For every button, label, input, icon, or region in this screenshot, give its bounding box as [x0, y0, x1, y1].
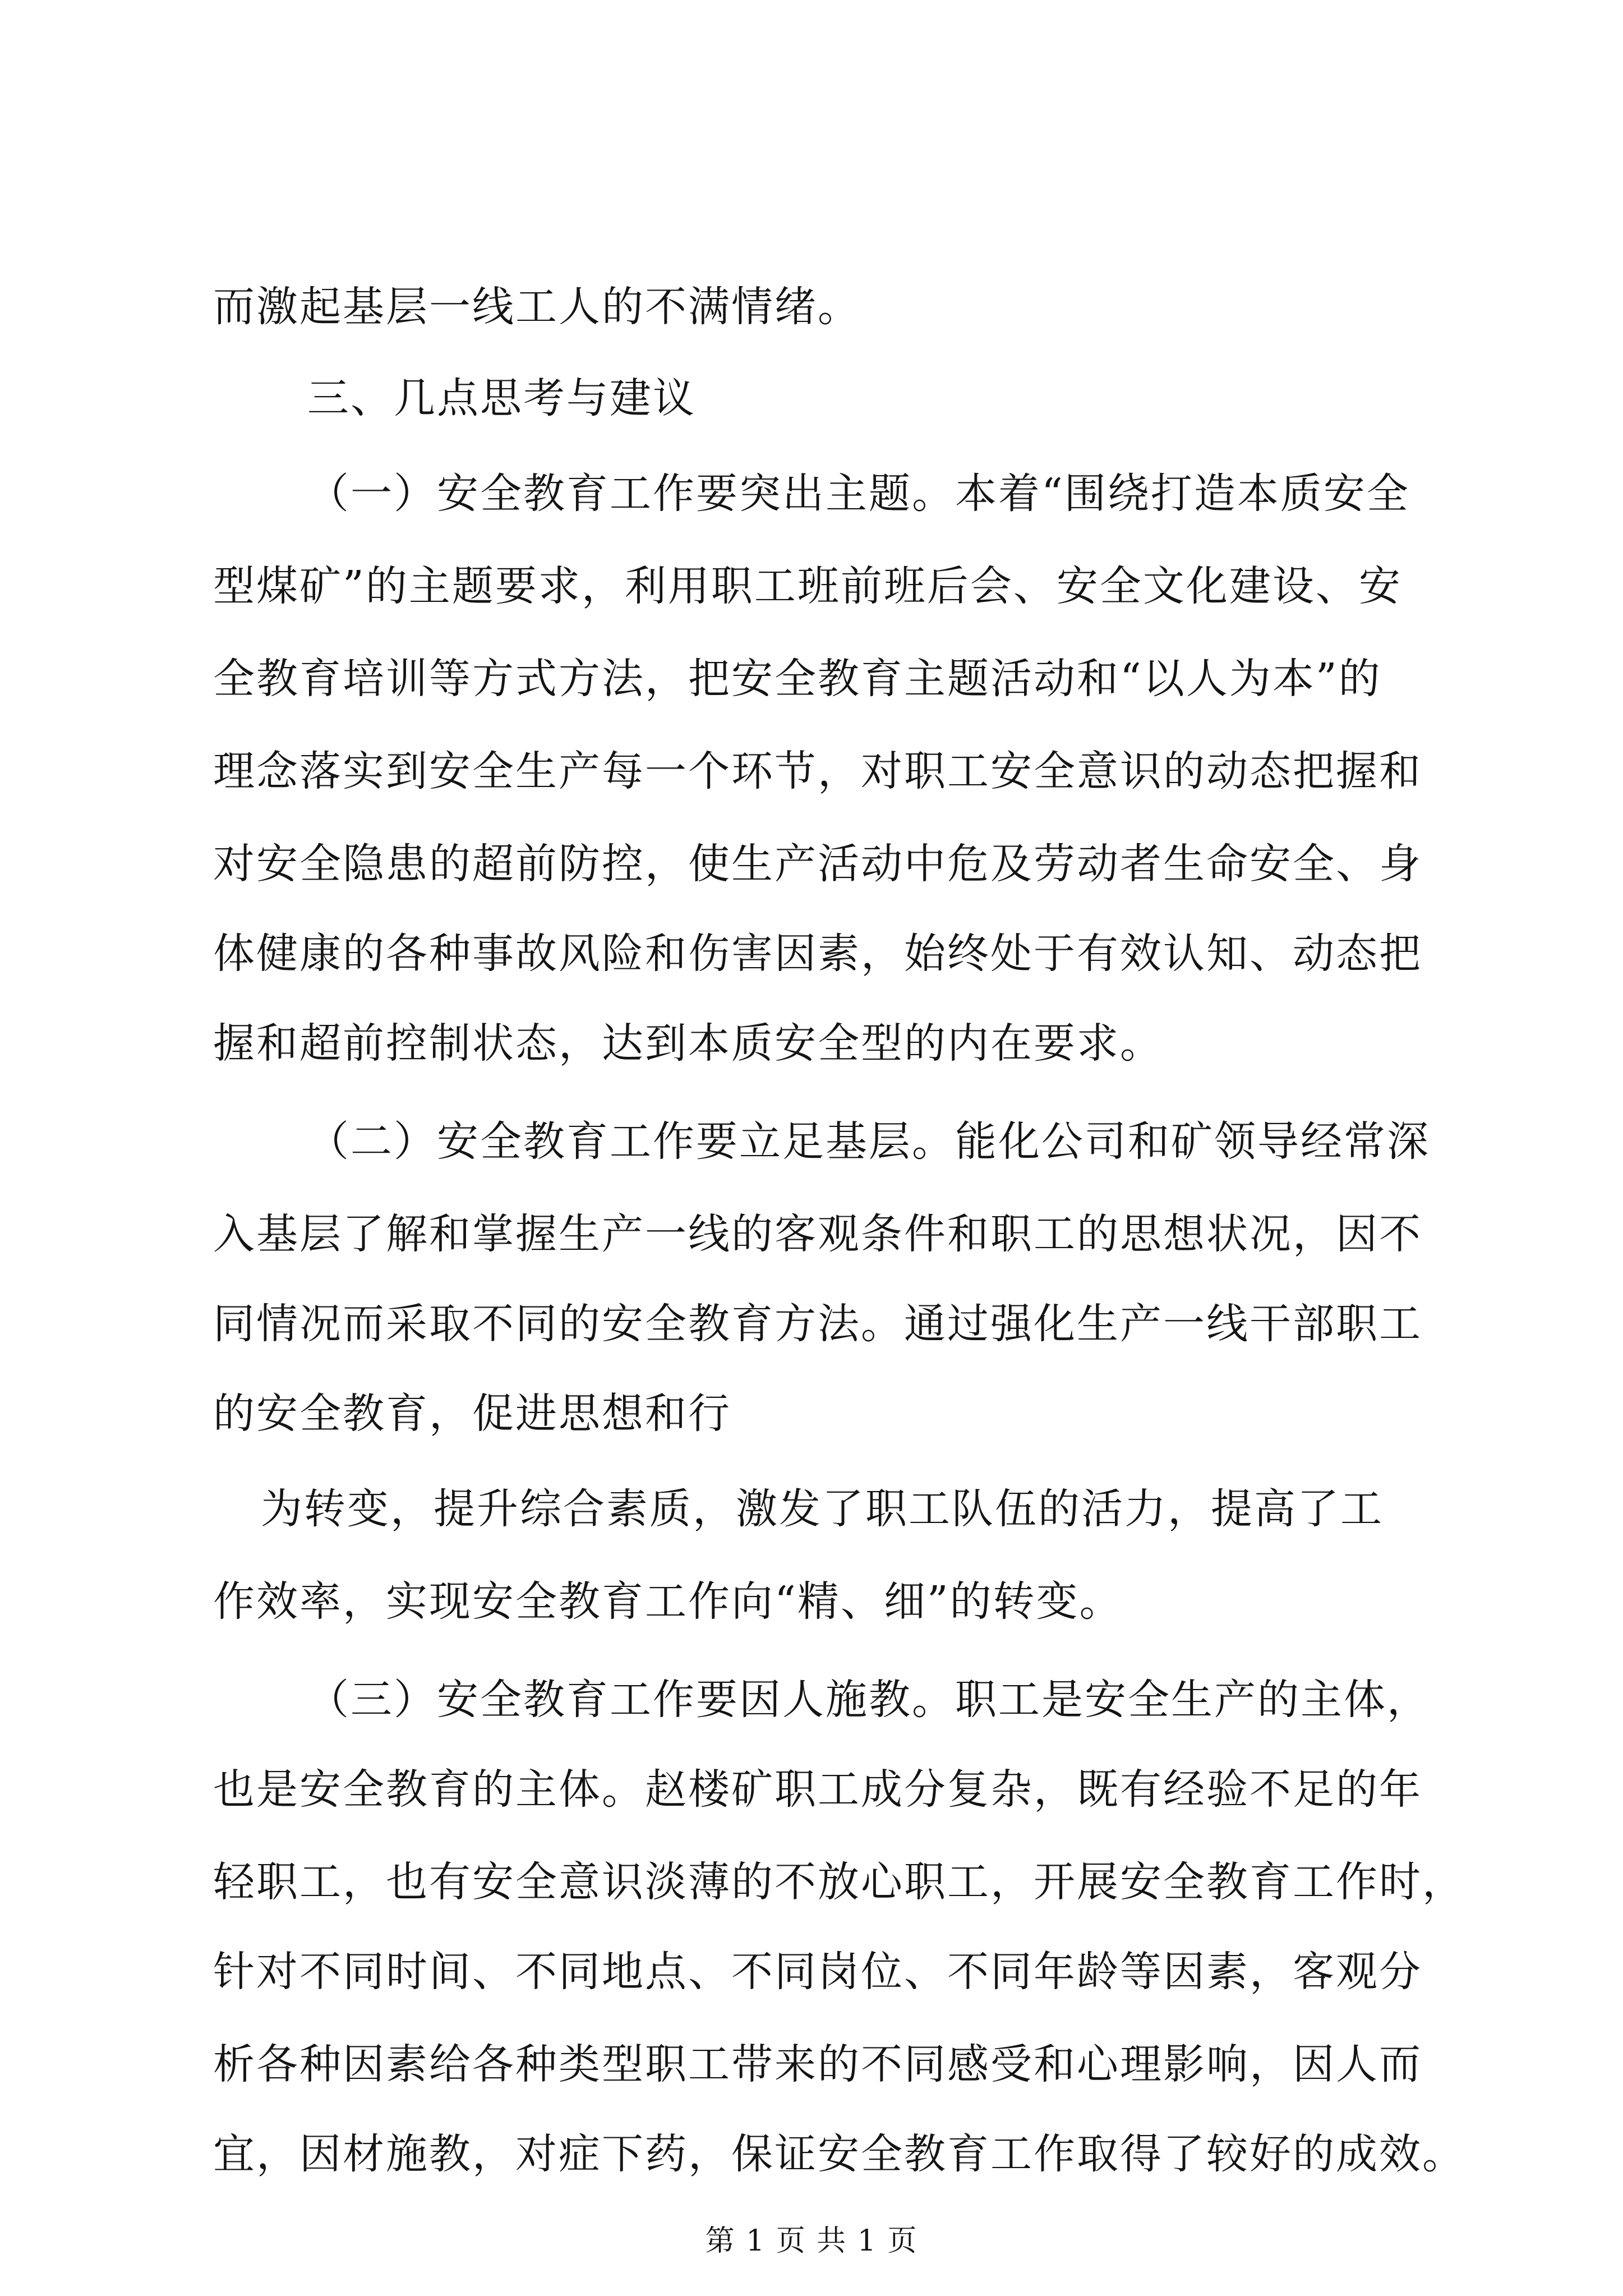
- text-line: 针对不同时间、不同地点、不同岗位、不同年龄等因素，客观分: [213, 1948, 1422, 1996]
- text-line: 型煤矿”的主题要求，利用职工班前班后会、安全文化建设、安: [213, 562, 1402, 610]
- text-line: 宜，因材施教，对症下药，保证安全教育工作取得了较好的成效。: [213, 2130, 1465, 2178]
- text-line: 入基层了解和掌握生产一线的客观条件和职工的思想状况，因不: [213, 1210, 1422, 1258]
- text-line: 析各种因素给各种类型职工带来的不同感受和心理影响，因人而: [213, 2040, 1422, 2088]
- text-line: 全教育培训等方式方法，把安全教育主题活动和“以人为本”的: [213, 655, 1382, 703]
- text-line: 轻职工，也有安全意识淡薄的不放心职工，开展安全教育工作时，: [213, 1858, 1465, 1906]
- text-line: （一）安全教育工作要突出主题。本着“围绕打造本质安全: [307, 470, 1410, 518]
- text-line: 为转变，提升综合素质，激发了职工队伍的活力，提高了工: [261, 1485, 1384, 1533]
- text-line: 握和超前控制状态，达到本质安全型的内在要求。: [213, 1019, 1163, 1068]
- text-line: （三）安全教育工作要因人施教。职工是安全生产的主体，: [307, 1676, 1430, 1724]
- section-heading: 三、几点思考与建议: [307, 374, 696, 422]
- page-number-footer: 第 1 页 共 1 页: [705, 2224, 918, 2258]
- text-line: 也是安全教育的主体。赵楼矿职工成分复杂，既有经验不足的年: [213, 1765, 1422, 1814]
- text-line: （二）安全教育工作要立足基层。能化公司和矿领导经常深: [307, 1117, 1430, 1166]
- text-line: 作效率，实现安全教育工作向“精、细”的转变。: [213, 1577, 1123, 1626]
- text-line: 同情况而采取不同的安全教育方法。通过强化生产一线干部职工: [213, 1300, 1422, 1348]
- text-line: 而激起基层一线工人的不满情绪。: [213, 283, 861, 331]
- text-line: 理念落实到安全生产每一个环节，对职工安全意识的动态把握和: [213, 747, 1422, 795]
- text-line: 体健康的各种事故风险和伤害因素，始终处于有效认知、动态把: [213, 930, 1422, 978]
- text-line: 的安全教育，促进思想和行: [213, 1389, 731, 1438]
- text-line: 对安全隐患的超前防控，使生产活动中危及劳动者生命安全、身: [213, 840, 1422, 888]
